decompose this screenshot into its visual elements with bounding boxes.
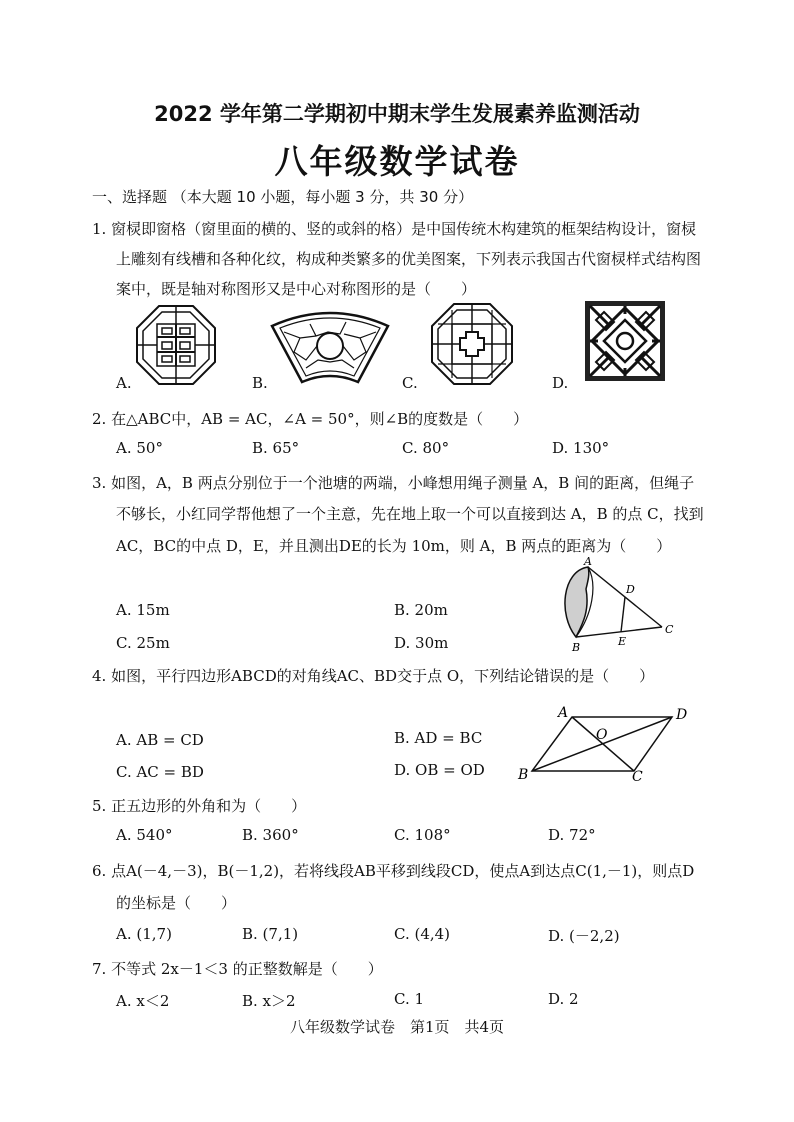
q2-option-a[interactable]: A. 50° xyxy=(116,439,163,457)
q4-figure xyxy=(512,703,702,785)
q4-label-c: C xyxy=(632,769,643,785)
q1-option-b[interactable]: B. xyxy=(252,374,268,392)
q5-stem: 5. 正五边形的外角和为（ ） xyxy=(92,797,307,815)
q6-option-b[interactable]: B. (7,1) xyxy=(242,925,299,943)
q3-option-c[interactable]: C. 25m xyxy=(116,634,170,652)
q1-figure-a xyxy=(135,304,217,386)
q3-option-d[interactable]: D. 30m xyxy=(394,634,449,652)
q4-option-d[interactable]: D. OB = OD xyxy=(394,761,485,779)
q1-option-c[interactable]: C. xyxy=(402,374,418,392)
q4-label-a: A xyxy=(558,705,569,721)
q4-option-b[interactable]: B. AD = BC xyxy=(394,729,483,747)
q2-option-d[interactable]: D. 130° xyxy=(552,439,610,457)
q5-option-a[interactable]: A. 540° xyxy=(116,826,173,844)
q1-line1: 1. 窗棂即窗格（窗里面的横的、竖的或斜的格）是中国传统木构建筑的框架结构设计，窗棂 xyxy=(92,220,697,238)
q6-option-c[interactable]: C. (4,4) xyxy=(394,925,451,943)
q1-figure-d xyxy=(584,300,666,382)
q2-option-c[interactable]: C. 80° xyxy=(402,439,450,457)
q3-label-d: D xyxy=(626,583,635,596)
q6-line2: 的坐标是（ ） xyxy=(116,894,237,912)
q1-option-d[interactable]: D. xyxy=(552,374,569,392)
q3-line3: AC，BC的中点 D，E，并且测出DE的长为 10m，则 A，B 两点的距离为（ ） xyxy=(116,537,672,555)
q3-label-e: E xyxy=(618,635,627,648)
q1-figure-c xyxy=(430,302,514,386)
q5-option-d[interactable]: D. 72° xyxy=(548,826,596,844)
q4-label-o: O xyxy=(596,727,608,743)
q3-option-a[interactable]: A. 15m xyxy=(116,601,170,619)
q6-option-d[interactable]: D. (－2,2) xyxy=(548,927,620,945)
q4-option-a[interactable]: A. AB = CD xyxy=(116,731,204,749)
q2-stem: 2. 在△ABC中，AB = AC，∠A = 50°，则∠B的度数是（ ） xyxy=(92,410,529,428)
q1-line2: 上雕刻有线槽和各种化纹，构成种类繁多的优美图案，下列表示我国古代窗棂样式结构图 xyxy=(116,250,702,268)
q7-stem: 7. 不等式 2x－1＜3 的正整数解是（ ） xyxy=(92,960,383,978)
q7-option-c[interactable]: C. 1 xyxy=(394,990,425,1008)
q6-option-a[interactable]: A. (1,7) xyxy=(116,925,172,943)
q4-label-d: D xyxy=(676,707,688,723)
q6-line1: 6. 点A(－4,－3)，B(－1,2)，若将线段AB平移到线段CD，使点A到达点C(1,－1)，则点D xyxy=(92,862,695,880)
q3-figure xyxy=(548,555,688,655)
q1-line3: 案中，既是轴对称图形又是中心对称图形的是（ ） xyxy=(116,280,477,298)
q1-option-a[interactable]: A. xyxy=(116,374,132,392)
q3-label-a: A xyxy=(584,555,592,568)
q3-line2: 不够长，小红同学帮他想了一个主意，先在地上取一个可以直接到达 A，B 的点 C，找到 xyxy=(116,505,704,523)
q7-option-b[interactable]: B. x＞2 xyxy=(242,992,296,1010)
q4-label-b: B xyxy=(518,767,529,783)
q3-label-b: B xyxy=(572,641,581,654)
exam-subject-title: 八年级数学试卷 xyxy=(274,142,520,181)
section-heading: 一、选择题 （本大题 10 小题，每小题 3 分，共 30 分） xyxy=(92,188,474,206)
q3-label-c: C xyxy=(665,623,674,636)
q4-stem: 4. 如图，平行四边形ABCD的对角线AC、BD交于点 O，下列结论错误的是（ ） xyxy=(92,667,655,685)
q5-option-c[interactable]: C. 108° xyxy=(394,826,451,844)
q4-option-c[interactable]: C. AC = BD xyxy=(116,763,204,781)
exam-header-title: 2022 学年第二学期初中期末学生发展素养监测活动 xyxy=(154,102,640,126)
q5-option-b[interactable]: B. 360° xyxy=(242,826,299,844)
q1-figure-b xyxy=(270,308,390,384)
q7-option-a[interactable]: A. x＜2 xyxy=(116,992,170,1010)
q3-option-b[interactable]: B. 20m xyxy=(394,601,448,619)
page-footer: 八年级数学试卷 第1页 共4页 xyxy=(289,1018,505,1036)
q7-option-d[interactable]: D. 2 xyxy=(548,990,579,1008)
q2-option-b[interactable]: B. 65° xyxy=(252,439,300,457)
q3-line1: 3. 如图，A，B 两点分别位于一个池塘的两端，小峰想用绳子测量 A，B 间的距离，但绳子 xyxy=(92,474,695,492)
